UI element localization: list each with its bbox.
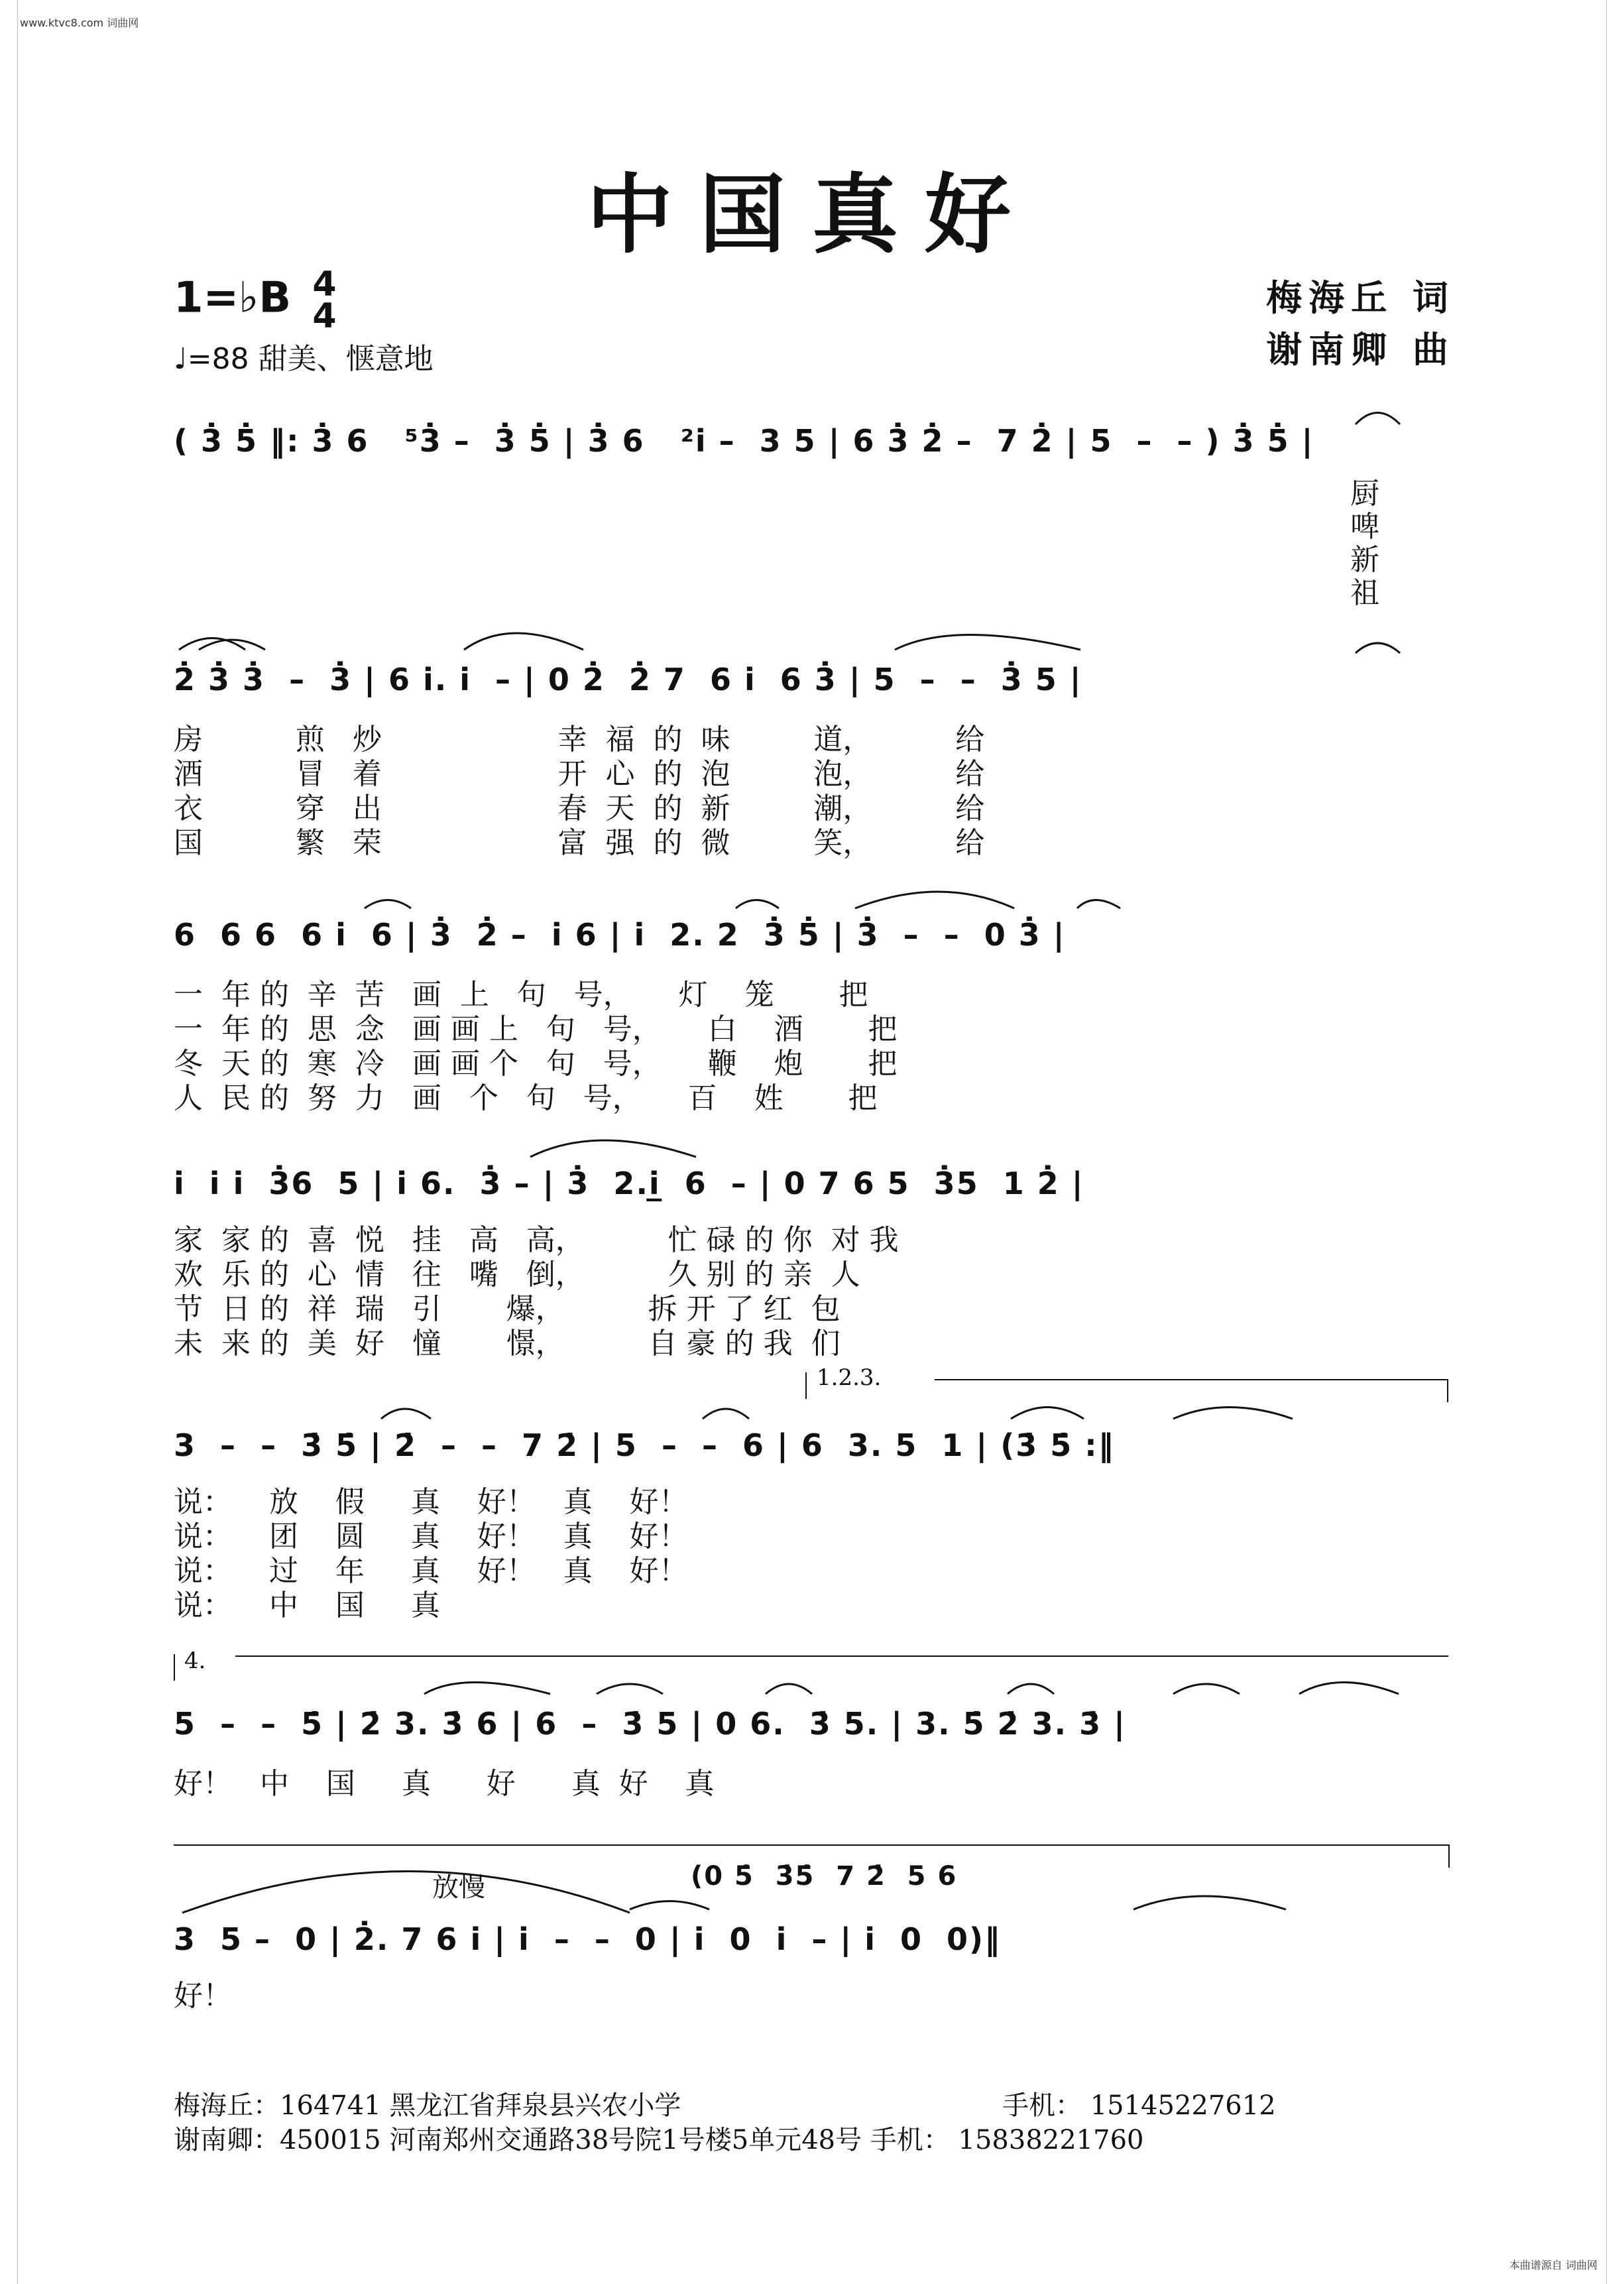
notation-line: 2̇ 3̇ 3̇ – 3̇ | 6 i. i – | 0 2̇ 2̇ 7 6 i 6 3̇ | 5 – – 3̇ 5 | (174, 662, 1082, 697)
time-top: 4 (312, 265, 337, 304)
lyric-verse-4: 人 民 的 努 力 画 个 句 号， 百 姓 把 (174, 1081, 878, 1115)
slur (199, 640, 265, 650)
slur (464, 633, 583, 650)
lyric-char: 厨 (1350, 477, 1379, 511)
lyric-verse-4: 国 繁 荣 富 强 的 微 笑， 给 (174, 826, 985, 860)
composer: 谢南卿 曲 (1266, 328, 1455, 371)
notation-line: ( 3̇ 5̇ ‖: 3̇ 6 ⁵3̇ – 3̇ 5̇ | 3̇ 6 ²i – 3 5 | 6 3̇ 2̇ – 7 2̇ | 5 – – ) 3̇ 5̇ | (174, 423, 1314, 459)
slur (766, 1684, 812, 1694)
slur (855, 892, 1014, 908)
lyric-verse-3: 冬 天 的 寒 冷 画 画 个 句 号， 鞭 炮 把 (174, 1047, 898, 1081)
system-4 (174, 1157, 1458, 1360)
lyric-char: 啤 (1350, 510, 1379, 544)
volta-bracket (805, 1372, 807, 1399)
composer-contact: 谢南卿：450015 河南郑州交通路38号院1号楼5单元48号 手机： 15838221760 (174, 2125, 1144, 2155)
slur (365, 900, 411, 909)
lyric-verse-2: 欢 乐 的 心 情 往 嘴 倒， 久 别 的 亲 人 (174, 1258, 860, 1292)
footer-contacts (174, 2088, 1276, 2157)
site-header[interactable]: www.ktvc8.com 词曲网 (20, 17, 139, 29)
lyric-verse-1: 说： 放 假 真 好！ 真 好！ (174, 1485, 688, 1519)
slur (703, 1409, 749, 1419)
lyricist-contact: 梅海丘：164741 黑龙江省拜泉县兴农小学 (174, 2090, 681, 2121)
lyric-verse-3: 说： 过 年 真 好！ 真 好！ (174, 1554, 688, 1588)
slur (530, 1140, 696, 1157)
lyric-verse-2: 说： 团 圆 真 好！ 真 好！ (174, 1520, 688, 1553)
tempo-change-marking: 放慢 (432, 1872, 485, 1903)
lyric-line: 好！ (174, 1979, 232, 2013)
notation-line: 3 – – 3̇ 5̇ | 2̇ – – 7 2̇ | 5 – – 6 | 6 3. 5 1 | (3̇ 5̇ :‖ (174, 1427, 1115, 1463)
slur (1356, 643, 1400, 653)
lyric-verse-4: 未 来 的 美 好 憧 憬， 自 豪 的 我 们 (174, 1327, 841, 1360)
lyric-char: 新 (1350, 543, 1379, 577)
slur (1299, 1683, 1399, 1695)
lyricist: 梅海丘 词 (1266, 276, 1455, 319)
source-watermark[interactable]: 本曲谱源自 词曲网 (1509, 2259, 1597, 2271)
system-1 (174, 414, 1458, 613)
slur (381, 1409, 431, 1419)
lyric-verse-3: 节 日 的 祥 瑞 引 爆， 拆 开 了 红 包 (174, 1292, 841, 1326)
lyric-verse-1: 一 年 的 辛 苦 画 上 句 号， 灯 笼 把 (174, 978, 868, 1012)
lyric-verse-1: 家 家 的 喜 悦 挂 高 高， 忙 碌 的 你 对 我 (174, 1223, 899, 1257)
notation-line: 6 6 6 6 i 6 | 3̇ 2̇ – i 6 | i 2. 2 3̇ 5̇ | 3̇ – – 0 3̇ | (174, 917, 1066, 953)
volta-line (935, 1379, 1448, 1380)
footer-line-1 (174, 2088, 1276, 2123)
right-border (1606, 0, 1624, 2284)
credits (1266, 272, 1455, 375)
key-label: 1=♭B (174, 273, 292, 323)
time-signature (312, 265, 337, 336)
song-title: 中国真好 (586, 164, 1037, 265)
slur (1008, 1684, 1054, 1694)
time-bottom: 4 (312, 296, 337, 336)
lyric-verse-2: 一 年 的 思 念 画 画 上 句 号， 白 酒 把 (174, 1012, 898, 1046)
system-7 (174, 1913, 1458, 2025)
volta-bracket-end (1447, 1379, 1448, 1402)
lyric-verse-1: 房 煎 炒 幸 福 的 味 道， 给 (174, 723, 985, 756)
slur (1077, 900, 1120, 909)
lyric-verse-3: 衣 穿 出 春 天 的 新 潮， 给 (174, 792, 985, 825)
slur (1173, 1408, 1293, 1419)
volta-label: 1.2.3. (817, 1364, 882, 1391)
slur (895, 635, 1080, 650)
lyric-verse-4: 说： 中 国 真 (174, 1589, 440, 1622)
left-border (0, 0, 18, 2284)
slur (424, 1683, 550, 1695)
notation-line: i i i 3̇6 5 | i 6. 3̇ – | 3̇ 2.i̲ 6 – | 0 7 6 5 3̇5 1 2̇ | (174, 1166, 1084, 1201)
key-signature (174, 265, 337, 336)
slur (736, 900, 779, 909)
tempo-marking: ♩=88 甜美、惬意地 (174, 342, 434, 376)
system-2 (174, 653, 1458, 860)
slur (597, 1684, 663, 1694)
system-7-upper (174, 1850, 1458, 1916)
volta-label: 4. (184, 1648, 206, 1674)
notation-line: 3 5 – 0 | 2̇. 7 6 i | i – – 0 | i 0 i – | i 0 0)‖ (174, 1921, 1002, 1957)
notation-line: 5 – – 5̇ | 2̇ 3. 3̇ 6 | 6 – 3̇ 5 | 0 6. 3̇ 5. | 3. 5̇ 2̇ 3. 3̇ | (174, 1706, 1126, 1742)
lyric-char: 祖 (1350, 576, 1379, 610)
pickup-lyrics (1350, 477, 1379, 610)
volta-line (235, 1655, 1448, 1657)
system-6 (174, 1697, 1458, 1817)
ending-line (174, 1844, 1450, 1846)
lyricist-phone: 手机： 15145227612 (1002, 2090, 1276, 2121)
lyric-line: 好！ 中 国 真 好 真 好 真 (174, 1767, 715, 1801)
accompaniment-notation: (0 5̇ 3̇5̇ 7 2̇ 5 6 (691, 1861, 958, 1892)
volta-bracket (174, 1654, 175, 1681)
system-3 (174, 908, 1458, 1115)
lyric-verse-2: 酒 冒 着 开 心 的 泡 泡， 给 (174, 757, 985, 791)
slur (1173, 1684, 1240, 1694)
slur (179, 638, 245, 650)
system-5 (174, 1419, 1458, 1638)
slur (1011, 1408, 1084, 1419)
